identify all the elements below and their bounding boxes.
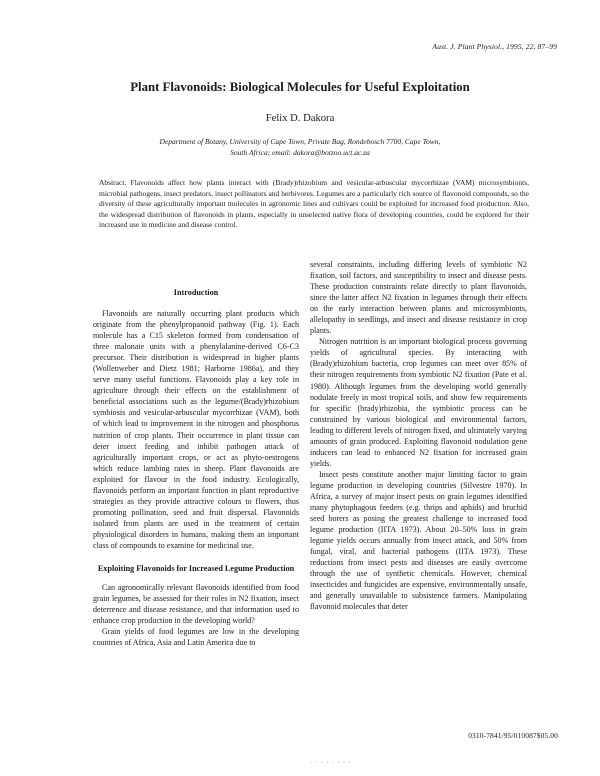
abstract: Abstract. Flavonoids affect how plants interact with (Brady)rhizobium and vesicular-arbuscular mycorrhizae (VAM) microsymbionts, microbial pathogens, insect predators, insect pollinators and herbivores. Legumes are a particularly rich source of flavonoid compounds, so the diversity of these agriculturally important molecules in agronomic lines and cultivars could be exploited for increased food production. Also, the widespread distribution of flavonoids in plants, especially in unselected native flora of developing countries, could be explored for their increased use in medicine and disease control. xyxy=(99,178,529,230)
affiliation-line: Department of Botany, University of Cape Town, Private Bag, Rondebosch 7700, Cape Town, xyxy=(159,137,441,146)
body-paragraph: several constraints, including differing levels of symbiotic N2 fixation, soil factors, and susceptibility to insect and disease pests. These production constraints relate directly to plant flavonoids, since the latter affect N2 fixation in legumes through their effects on the early interaction between plants and microsymbionts, allelopathy in seedlings, and insect and disease resistance in crop plants. xyxy=(310,260,527,336)
right-column xyxy=(310,259,527,613)
affiliation-line: South Africa; email: dakora@botzoo.uct.ac.za xyxy=(230,148,370,157)
section-heading-introduction: Introduction xyxy=(173,288,219,297)
body-paragraph: Flavonoids are naturally occurring plant products which originate from the phenylpropanoid pathway (Fig. 1). Each molecule has a C15 skeleton formed from condensation of three malonate units with a phenylalanine-derived C6-C3 precursor. Their distribution is widespread in higher plants (Wollenweber and Dietz 1981; Harborne 1986a), and they serve many useful functions. Flavonoids play a key role in agriculture through their effects on the establishment of beneficial associations such as the legume/(Brady)rhizobium symbiosis and vesicular-arbuscular mycorrhizae (VAM), both of which lead to improvement in the nitrogen and phosphorus nutrition of crop plants. Their occurrence in plant tissue can deter insect feeding and inhibit pathogen attack of agriculturally important crops, or act as phyto-oestrogens which reduce lambing rates in sheep. Plant flavonoids are exploited for flavour in the food industry. Ecologically, flavonoids perform an important function in plant reproductive strategies as they provide attractive colours to flowers, thus promoting pollination, seed and fruit dispersal. Flavonoids isolated from plants are used in the treatment of certain physiological disorders in humans, making them an important class of compounds to examine for medicinal use. xyxy=(93,309,299,550)
footer-code: 0310-7841/95/010087$05.00 xyxy=(468,731,558,740)
left-column xyxy=(93,287,299,648)
body-paragraph: Insect pests constitute another major limiting factor to grain legume production in developing countries (Silvestre 1970). In Africa, a survey of major insect pests on grain legumes identified many phytophagous feeders (e.g. thrips and aphids) and bruchid seed borers as posing the greatest challenge to increased food legume production (IITA 1973). About 20–50% loss in grain legume yields occurs annually from insect attack, and 50% from fungal, viral, and bacterial pathogens (IITA 1973). These reductions from insect pests and diseases are easily overcome through the use of synthetic chemicals. However, chemical insecticides and fungicides are expensive, environmentally unsafe, and generally unavailable to subsistence farmers. Manipulating flavonoid molecules that deter xyxy=(310,469,527,612)
journal-citation: Aust. J. Plant Physiol., 1995, 22, 87–99 xyxy=(432,42,557,51)
author-name: Felix D. Dakora xyxy=(265,113,335,124)
author-affiliation xyxy=(0,136,600,158)
body-paragraph: Nitrogen nutrition is an important biological process governing yields of agricultural species. By interacting with (Brady)rhizobium bacteria, crop legumes can meet over 85% of their nitrogen requirements from symbiotic N2 fixation (Pate et al. 1980). Although legumes from the developing world generally nodulate freely in most tropical soils, and show few requirements for specific (brady)rhizobia, the symbiotic process can be constrained by various biological and environmental factors, leading to different levels of nitrogen fixed, and ultimately varying amounts of grain produced. Exploiting flavonoid nodulation gene inducers can lead to enhanced N2 fixation for increased grain yields. xyxy=(310,337,527,468)
section-heading-exploiting: Exploiting Flavonoids for Increased Legume Production xyxy=(97,564,295,574)
body-paragraph: Can agronomically relevant flavonoids identified from food grain legumes, be assessed for their roles in N2 fixation, insect deterrence and disease resistance, and that information used to enhance crop production in the developing world? xyxy=(93,583,299,626)
body-paragraph: Grain yields of food legumes are low in the developing countries of Africa, Asia and Latin America due to xyxy=(93,627,299,648)
page-mark: · · · · · · · · xyxy=(310,760,352,766)
article-title: Plant Flavonoids: Biological Molecules for Useful Exploitation xyxy=(130,80,470,94)
